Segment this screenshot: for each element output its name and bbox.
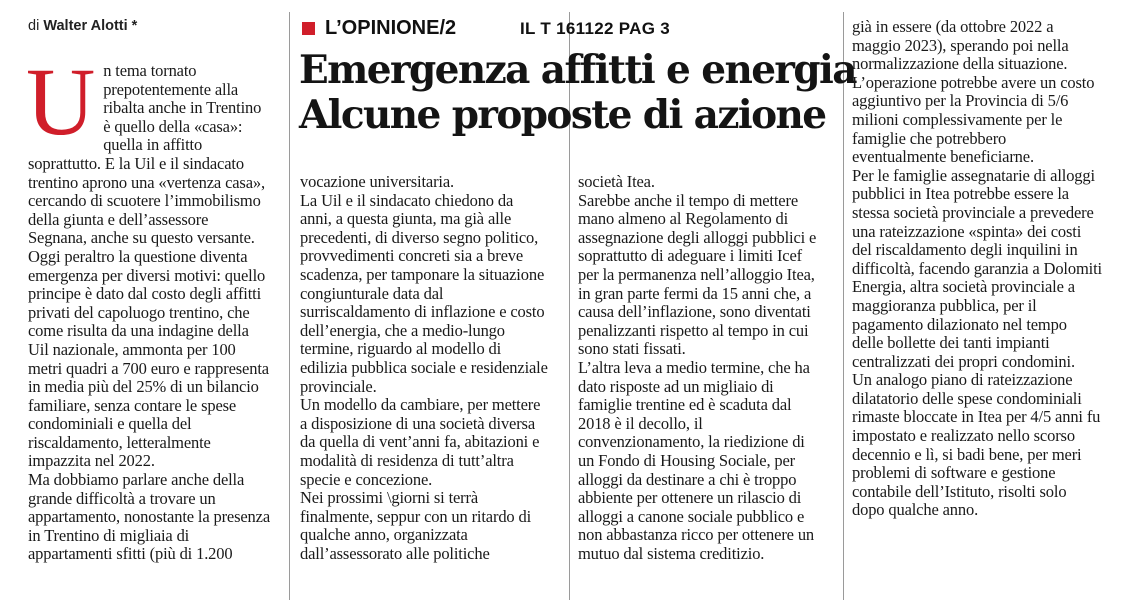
paragraph: Un analogo piano di rateizzazione dilatatorio delle spese condominiali rimaste bloccate in Itea per 4/5 anni fu impostato e realizzato nello scorso decennio e lì, si badi bene, per meri problemi di software e gestione contabile dell’Istituto, risolti solo dopo qualche anno.: [852, 370, 1101, 520]
paragraph: Ma dobbiamo parlare anche della grande difficoltà a trovare un appartamento, nonostante la presenza in Trentino di migliaia di appartamenti sfitti (più di 1.200: [28, 470, 270, 564]
lead-paragraph: n tema tornato prepotentemente alla ribalta anche in Trentino è quello della «casa»: quella in affitto soprattutto. E la Uil e il sindacato trentino aprono una «vertenza casa», cercando di scuotere l’immobilismo della giunta e dell’assessore Segnana, anche su questo versante.: [28, 61, 265, 248]
paragraph: L’altra leva a medio termine, che ha dato risposte ad un migliaio di famiglie trentine ed è scaduta dal 2018 è il decollo, il convenzionamento, la riedizione di un Fondo di Housing Sociale, per alloggi da destinare a chi è troppo abbiente per ottenere un rilascio di alloggi a canone sociale pubblico e non abbastanza ricco per ottenere un mutuo dal sistema creditizio.: [578, 357, 815, 563]
column-divider: [289, 12, 290, 600]
article-column-1: [26, 48, 271, 564]
paragraph: L’operazione potrebbe avere un costo aggiuntivo per la Provincia di 5/6 milioni complessivamente per le famiglie che potrebbero eventualmente beneficiarne.: [852, 72, 1095, 167]
paragraph: Oggi peraltro la questione diventa emergenza per diversi motivi: quello principe è dato dal costo degli affitti privati del capoluogo trentino, che come risulta da una indagine della Uil nazionale, ammonta per 100 metri quadri a 700 euro e rappresenta in media più del 25% di un bilancio familiare, senza contare le spese condominiali e quella del riscaldamento, letteralmente impazzita nel 2022.: [28, 246, 269, 471]
paragraph: già in essere (da ottobre 2022 a maggio 2023), sperando poi nella normalizzazione della situazione.: [852, 17, 1069, 74]
paragraph: Nei prossimi \giorni si terrà finalmente, seppur con un ritardo di qualche anno, organizzata dall’assessorato alle politiche: [300, 488, 532, 563]
headline: [299, 47, 856, 138]
author-name: Walter Alotti *: [43, 18, 138, 34]
article-column-4: [852, 18, 1102, 520]
paragraph: Per le famiglie assegnatarie di alloggi pubblici in Itea potrebbe essere la stessa società provinciale a prevedere una rateizzazione «spinta» dei costi del riscaldamento degli inquilini in difficoltà, facendo garanzia a Dolomiti Energia, altra società provinciale a maggioranza pubblica, per il pagamento dilazionato nel tempo delle bollette dei tanti impianti centralizzati dei propri condomini.: [852, 165, 1102, 371]
paragraph: Sarebbe anche il tempo di mettere mano almeno al Regolamento di assegnazione degli alloggi pubblici e soprattutto di adeguare i limiti Icef per la permanenza nell’alloggio Itea, in gran parte fermi da 15 anni che, a causa dell’inflazione, sono diventati penalizzanti rispetto al tempo in cui sono stati fissati.: [578, 190, 817, 359]
paragraph: Un modello da cambiare, per mettere a disposizione di una società diversa da quella di vent’anni fa, abitazioni e modalità di residenza di tutt’altra specie e concezione.: [300, 395, 541, 489]
article-column-3: [578, 173, 822, 563]
paragraph: La Uil e il sindacato chiedono da anni, a questa giunta, ma già alle precedenti, di diverso segno politico, provvedimenti concreti sia a breve scadenza, per tamponare la situazione congiunturale data dal surriscaldamento di inflazione e costo dell’energia, che a medio-lungo termine, riguardo al modello di edilizia pubblica sociale e residenziale provinciale.: [300, 190, 548, 396]
paragraph: società Itea.: [578, 172, 655, 191]
kicker-square-icon: [302, 22, 315, 35]
paragraph: vocazione universitaria.: [300, 172, 454, 191]
headline-line-2: Alcune proposte di azione: [299, 92, 826, 138]
page-stamp: IL T 161122 PAG 3: [520, 19, 670, 38]
drop-cap: U: [26, 48, 96, 155]
kicker-label: L’OPINIONE/2: [325, 17, 457, 39]
byline: [28, 18, 137, 34]
headline-line-1: Emergenza affitti e energia: [299, 47, 856, 93]
byline-prefix: di: [28, 18, 40, 34]
article-column-2: [300, 173, 548, 563]
section-kicker: [302, 17, 456, 40]
